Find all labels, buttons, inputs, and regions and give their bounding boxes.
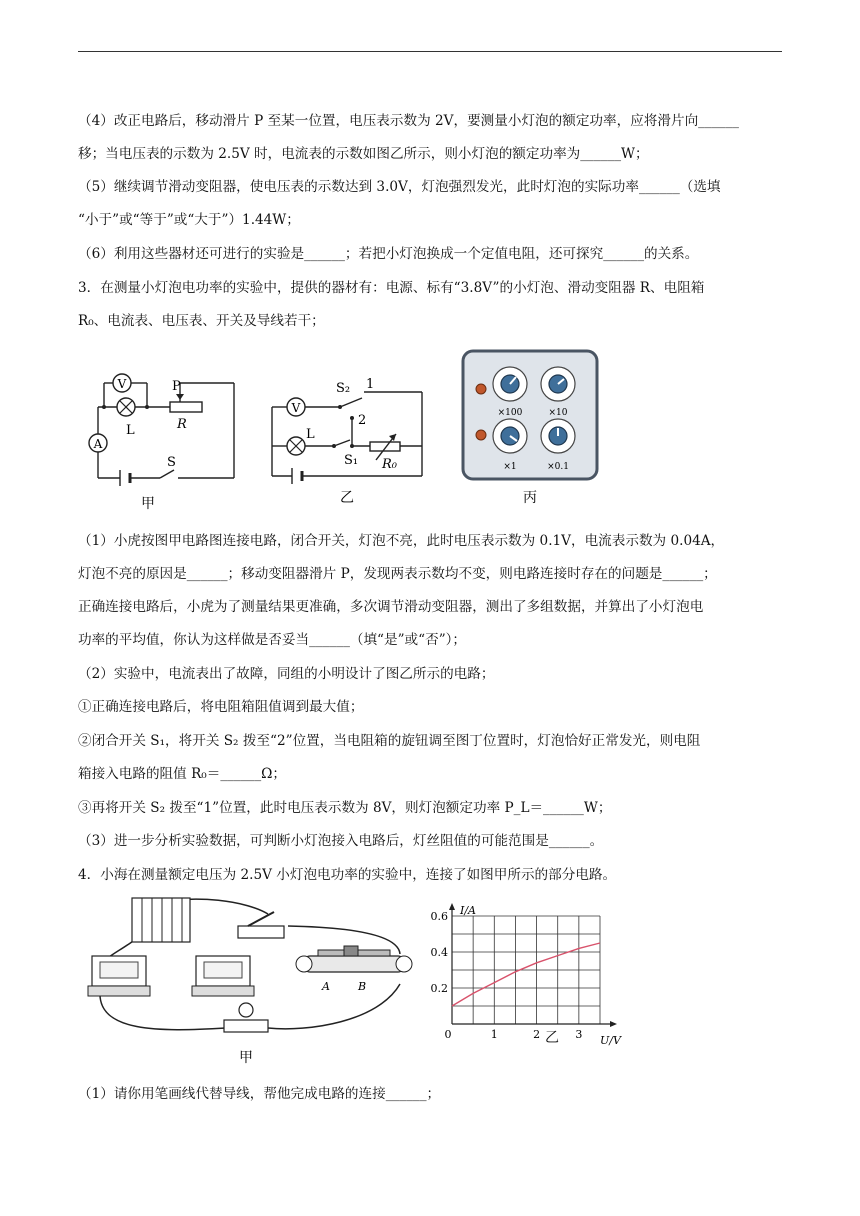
physical-circuit-jia: [78, 892, 418, 1072]
chart-grid: [452, 916, 600, 1024]
contact-1-label: 1: [366, 377, 375, 392]
header-rule: [78, 51, 782, 52]
switch-s1-label: S₁: [344, 453, 359, 468]
x-tick-label: 0: [444, 1028, 452, 1041]
multiplier-label: ×1: [503, 462, 517, 472]
text-line: （4）改正电路后，移动滑片 P 至某一位置，电压表示数为 2V，要测量小灯泡的额定功率，应将滑片向______: [78, 113, 739, 129]
ammeter-label: A: [93, 437, 103, 451]
figure-caption: 丙: [523, 490, 537, 506]
knife-switch: [238, 912, 284, 938]
dial-knob-1: [493, 419, 527, 453]
multiplier-label: ×0.1: [547, 462, 569, 472]
figure-caption: 乙: [545, 1030, 559, 1046]
dial-knob-0.1: [541, 419, 575, 453]
y-tick-label: 0.2: [430, 982, 448, 995]
ammeter-device: [88, 956, 150, 996]
resistor-box-label: R₀: [382, 457, 397, 472]
lamp-label: L: [126, 423, 135, 438]
switch-s2-label: S₂: [336, 381, 351, 396]
y-tick-label: 0.4: [430, 946, 448, 959]
text-line: ③再将开关 S₂ 拨至“1”位置，此时电压表示数为 8V，则灯泡额定功率 P_L＝______W；: [78, 800, 612, 816]
dial-knob-10: [541, 367, 575, 401]
text-line: ①正确连接电路后，将电阻箱阻值调到最大值；: [78, 699, 364, 715]
switch-label: S: [167, 455, 176, 470]
rheostat-label: R: [177, 417, 187, 432]
voltmeter-label: V: [117, 377, 127, 391]
text-line: 箱接入电路的阻值 R₀＝______Ω；: [78, 766, 286, 782]
y-axis-label: I/A: [460, 904, 476, 917]
text-line: （6）利用这些器材还可进行的实验是______；若把小灯泡换成一个定值电阻，还可探究______的关系。: [78, 246, 699, 262]
iu-chart: [420, 900, 640, 1050]
x-axis-label: U/V: [600, 1034, 621, 1047]
text-line: 功率的平均值，你认为这样做是否妥当______（填“是”或“否”）；: [78, 632, 467, 648]
series-line: [452, 943, 600, 1006]
text-line: （2）实验中，电流表出了故障，同组的小明设计了图乙所示的电路；: [78, 666, 495, 682]
figure-caption: 甲: [239, 1050, 253, 1066]
circuit-diagram-jia: [80, 352, 245, 517]
terminal-a-label: A: [322, 980, 330, 993]
text-line: 正确连接电路后，小虎为了测量结果更准确，多次调节滑动变阻器，测出了多组数据，并算出了小灯泡电: [78, 599, 704, 615]
multiplier-label: ×10: [548, 408, 568, 418]
text-line: 移；当电压表的示数为 2.5V 时，电流表的示数如图乙所示，则小灯泡的额定功率为______W；: [78, 146, 649, 162]
text-line: （3）进一步分析实验数据，可判断小灯泡接入电路后，灯丝阻值的可能范围是______。: [78, 833, 604, 849]
battery-pack: [132, 898, 190, 942]
text-line: （1）小虎按图甲电路图连接电路，闭合开关，灯泡不亮，此时电压表示数为 0.1V，电流表示数为 0.04A，: [78, 533, 725, 549]
voltmeter-label: V: [291, 401, 301, 415]
x-tick-label: 3: [575, 1028, 583, 1041]
rheostat-device: [296, 946, 412, 972]
question-3-stem: 3．在测量小灯泡电功率的实验中，提供的器材有：电源、标有“3.8V”的小灯泡、滑动变阻器 R、电阻箱: [78, 280, 705, 296]
slider-label: P: [172, 379, 181, 394]
figure-caption: 甲: [141, 496, 155, 512]
contact-2-label: 2: [358, 413, 367, 428]
terminal-b-label: B: [358, 980, 367, 993]
x-tick-label: 1: [490, 1028, 498, 1041]
lamp-label: L: [306, 427, 315, 442]
dial-knob-100: [493, 367, 527, 401]
question-4-stem: 4．小海在测量额定电压为 2.5V 小灯泡电功率的实验中，连接了如图甲所示的部分电路。: [78, 867, 617, 883]
circuit-diagram-yi: [262, 372, 432, 517]
y-tick-label: 0.6: [430, 910, 448, 923]
text-line: （5）继续调节滑动变阻器，使电压表的示数达到 3.0V，灯泡强烈发光，此时灯泡的实际功率______（选填: [78, 179, 721, 195]
text-line: （1）请你用笔画线代替导线，帮他完成电路的连接______；: [78, 1086, 441, 1102]
resistance-box-bing: [460, 348, 600, 510]
x-tick-label: 2: [533, 1028, 541, 1041]
bulb-socket: [224, 1003, 268, 1032]
text-line: ②闭合开关 S₁，将开关 S₂ 拨至“2”位置，当电阻箱的旋钮调至图丁位置时，灯泡恰好正常发光，则电阻: [78, 733, 701, 749]
figure-caption: 乙: [340, 490, 354, 506]
voltmeter-device: [192, 956, 254, 996]
text-line: R₀、电流表、电压表、开关及导线若干；: [78, 313, 325, 329]
text-line: 灯泡不亮的原因是______；移动变阻器滑片 P，发现两表示数均不变，则电路连接时存在的问题是______；: [78, 566, 717, 582]
multiplier-label: ×100: [497, 408, 523, 418]
text-line: “小于”或“等于”或“大于”）1.44W；: [78, 212, 300, 228]
